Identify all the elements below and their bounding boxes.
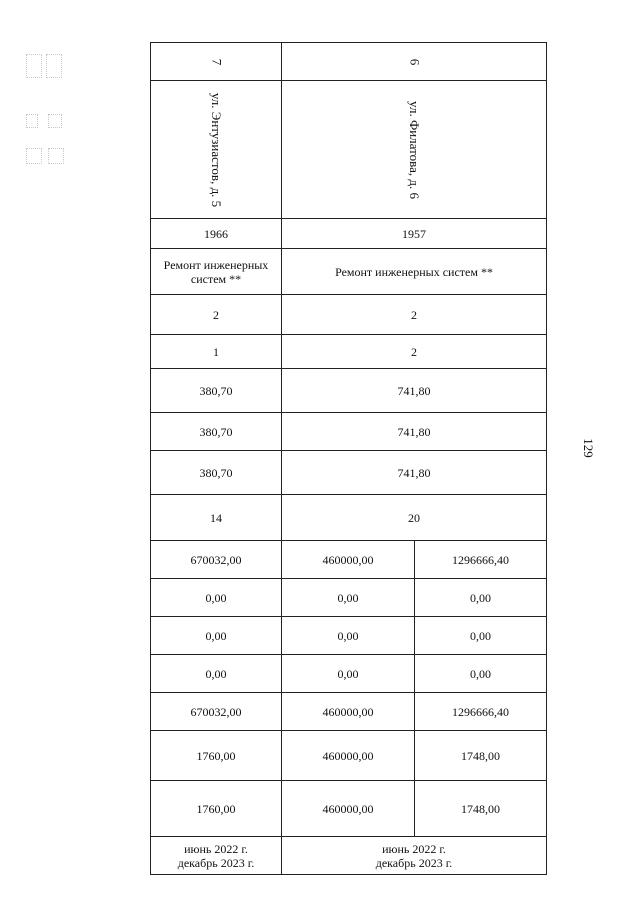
table-row [151,43,547,81]
address-cell [282,81,547,219]
table-row [151,219,547,249]
table-row [151,249,547,295]
col-number-cell [282,43,547,81]
table-row [151,579,547,617]
value-cell: 1760,00 [151,781,282,837]
value-cell: 0,00 [151,617,282,655]
value-cell: 670032,00 [151,693,282,731]
col-number: 7 [209,58,224,65]
area-b-cell: 380,70 [151,451,282,495]
value-cell: 460000,00 [282,693,415,731]
year-cell: 1966 [151,219,282,249]
period-cell [151,837,282,875]
residents-cell: 20 [282,495,547,541]
period-start: июнь 2022 г. [184,841,248,856]
area-a-cell: 380,70 [151,413,282,451]
table-row [151,837,547,875]
value-cell: 0,00 [415,655,547,693]
table-row [151,495,547,541]
value-cell: 1760,00 [151,731,282,781]
address-text: ул. Филатова, д. 6 [407,100,422,199]
address-text: ул. Энтузиастов, д. 5 [208,92,224,207]
value-cell: 1296666,40 [415,541,547,579]
value-cell: 1748,00 [415,781,547,837]
value-cell: 1748,00 [415,731,547,781]
value-cell: 670032,00 [151,541,282,579]
work-type-cell: Ремонт инженерных систем ** [151,249,282,295]
work-type-cell: Ремонт инженерных систем ** [282,249,547,295]
period-cell [282,837,547,875]
table-row [151,295,547,335]
value-cell: 460000,00 [282,541,415,579]
entrances-cell: 2 [282,335,547,369]
table-row [151,81,547,219]
value-cell: 0,00 [151,655,282,693]
area-total-cell: 380,70 [151,369,282,413]
period-end: декабрь 2023 г. [375,855,453,870]
area-total-cell: 741,80 [282,369,547,413]
year-cell: 1957 [282,219,547,249]
table-row [151,693,547,731]
data-table [150,42,547,875]
residents-cell: 14 [151,495,282,541]
scan-artifact [24,52,74,172]
area-a-cell: 741,80 [282,413,547,451]
table-row [151,655,547,693]
col-number-cell [151,43,282,81]
floors-cell: 2 [282,295,547,335]
table-row [151,731,547,781]
table-row [151,541,547,579]
value-cell: 0,00 [151,579,282,617]
value-cell: 0,00 [415,579,547,617]
table-row [151,617,547,655]
table-row [151,335,547,369]
value-cell: 0,00 [282,617,415,655]
table-row [151,369,547,413]
entrances-cell: 1 [151,335,282,369]
table-row [151,781,547,837]
value-cell: 460000,00 [282,781,415,837]
table-row [151,413,547,451]
page-number: 129 [580,438,596,458]
table-row [151,451,547,495]
period-end: декабрь 2023 г. [177,855,255,870]
value-cell: 1296666,40 [415,693,547,731]
value-cell: 460000,00 [282,731,415,781]
value-cell: 0,00 [282,655,415,693]
area-b-cell: 741,80 [282,451,547,495]
value-cell: 0,00 [415,617,547,655]
address-cell [151,81,282,219]
floors-cell: 2 [151,295,282,335]
col-number: 6 [407,58,422,65]
value-cell: 0,00 [282,579,415,617]
period-start: июнь 2022 г. [382,841,446,856]
